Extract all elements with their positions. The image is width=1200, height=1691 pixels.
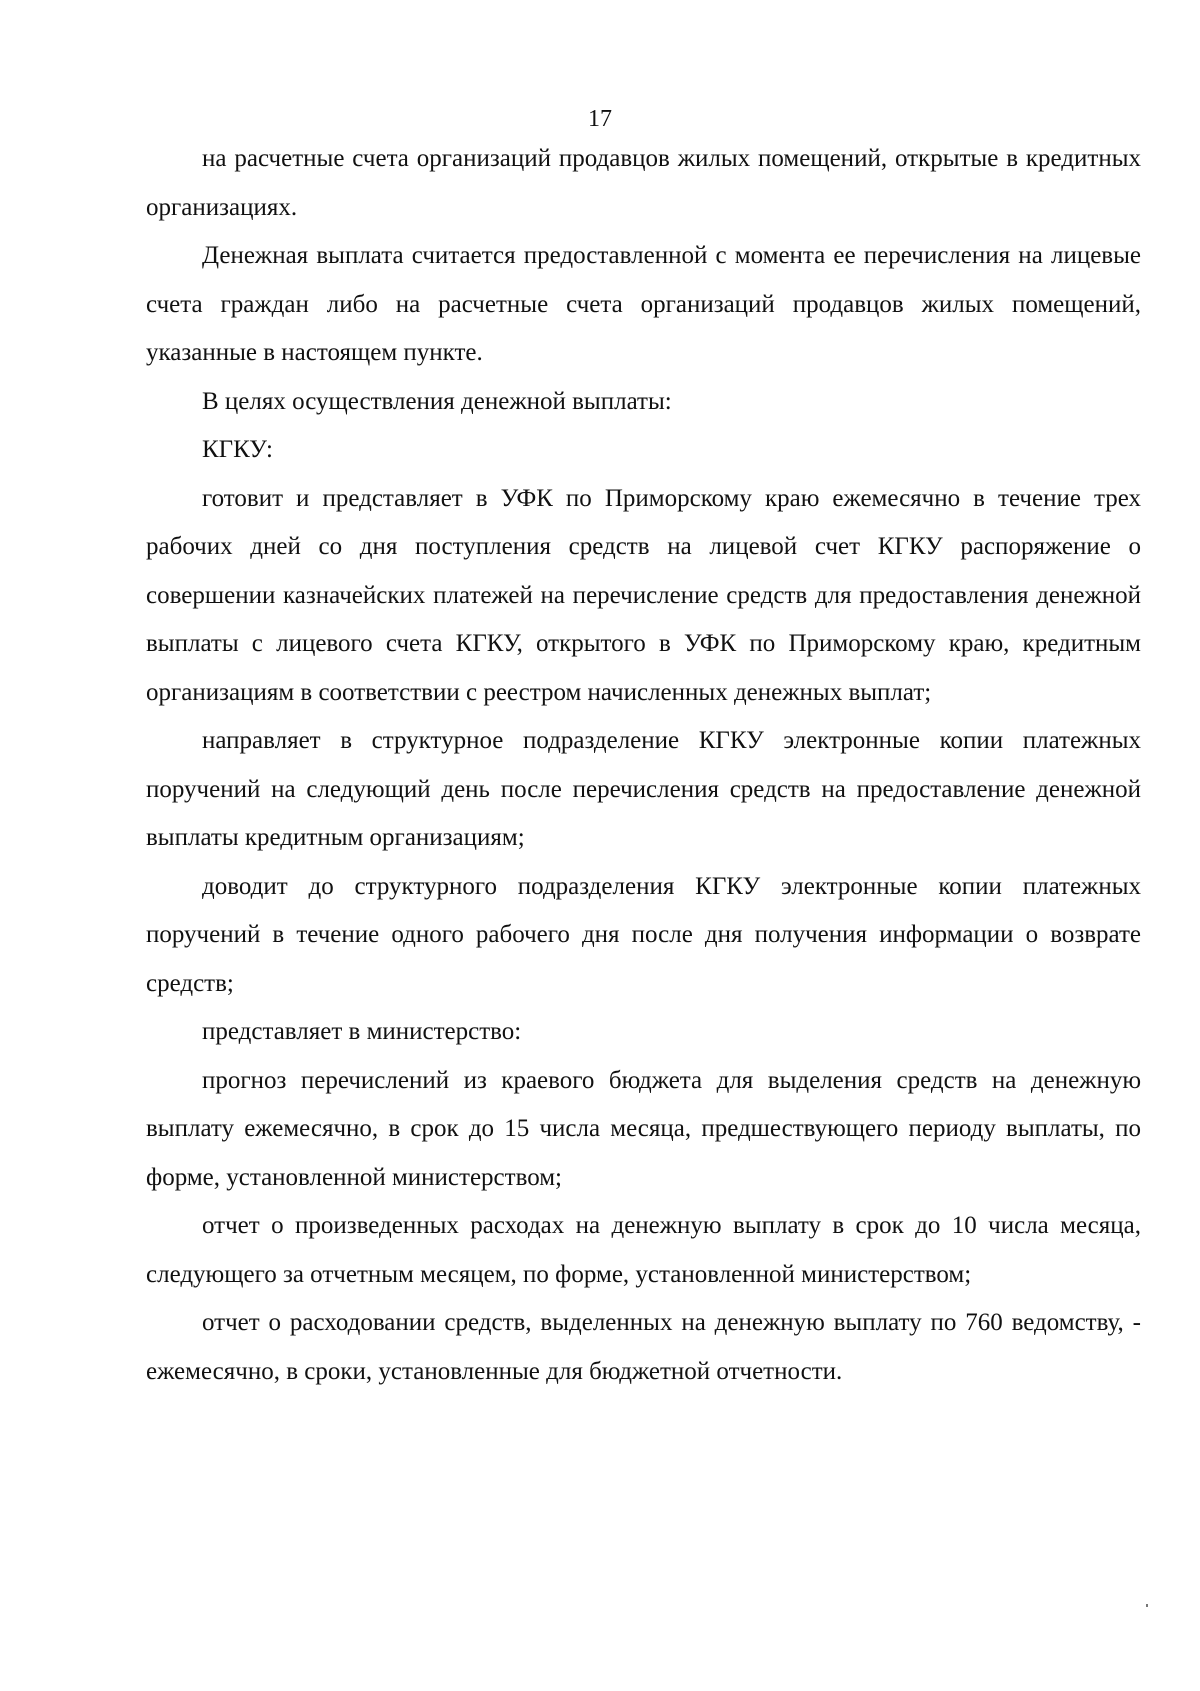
page-number: 17 [588,106,612,132]
paragraph-purpose-intro: В целях осуществления денежной выплаты: [202,387,672,415]
paragraph-kgku-heading: КГКУ: [202,436,273,463]
scan-speck [1146,1604,1148,1607]
paragraph-delivers-copies: доводит до структурного подразделения КГКУ электронные копии платежных поручений в течение одного рабочего дня после дня получения информации о возврате средств; [146,872,1141,997]
paragraph-payment-completion: Денежная выплата считается предоставленной с момента ее перечисления на лицевые счета граждан либо на расчетные счета организаций продавцов жилых помещений, указанные в настоящем пункте. [146,242,1141,366]
paragraph-spending-report: отчет о расходовании средств, выделенных на денежную выплату по 760 ведомству, - ежемесячно, в сроки, установленные для бюджетной отчетности. [146,1309,1141,1385]
paragraph-expense-report: отчет о произведенных расходах на денежную выплату в срок до 10 числа месяца, следующего за отчетным месяцем, по форме, установленной министерством; [146,1212,1141,1288]
document-body [146,135,1141,1396]
paragraph-forecast: прогноз перечислений из краевого бюджета для выделения средств на денежную выплату ежемесячно, в срок до 15 числа месяца, предшествующего периоду выплаты, по форме, установленной министерством; [146,1066,1141,1191]
paragraph-continuation: на расчетные счета организаций продавцов жилых помещений, открытые в кредитных организациях. [146,145,1141,221]
paragraph-submits-to-ministry: представляет в министерство: [202,1018,522,1045]
paragraph-prepares-order: готовит и представляет в УФК по Приморскому краю ежемесячно в течение трех рабочих дней со дня поступления средств на лицевой счет КГКУ распоряжение о совершении казначейских платежей на перечисление средств для предоставления денежной выплаты с лицевого счета КГКУ, открытого в УФК по Приморскому краю, кредитным организациям в соответствии с реестром начисленных денежных выплат; [146,484,1141,706]
paragraph-sends-copies: направляет в структурное подразделение КГКУ электронные копии платежных поручений на следующий день после перечисления средств на предоставление денежной выплаты кредитным организациям; [146,727,1141,851]
